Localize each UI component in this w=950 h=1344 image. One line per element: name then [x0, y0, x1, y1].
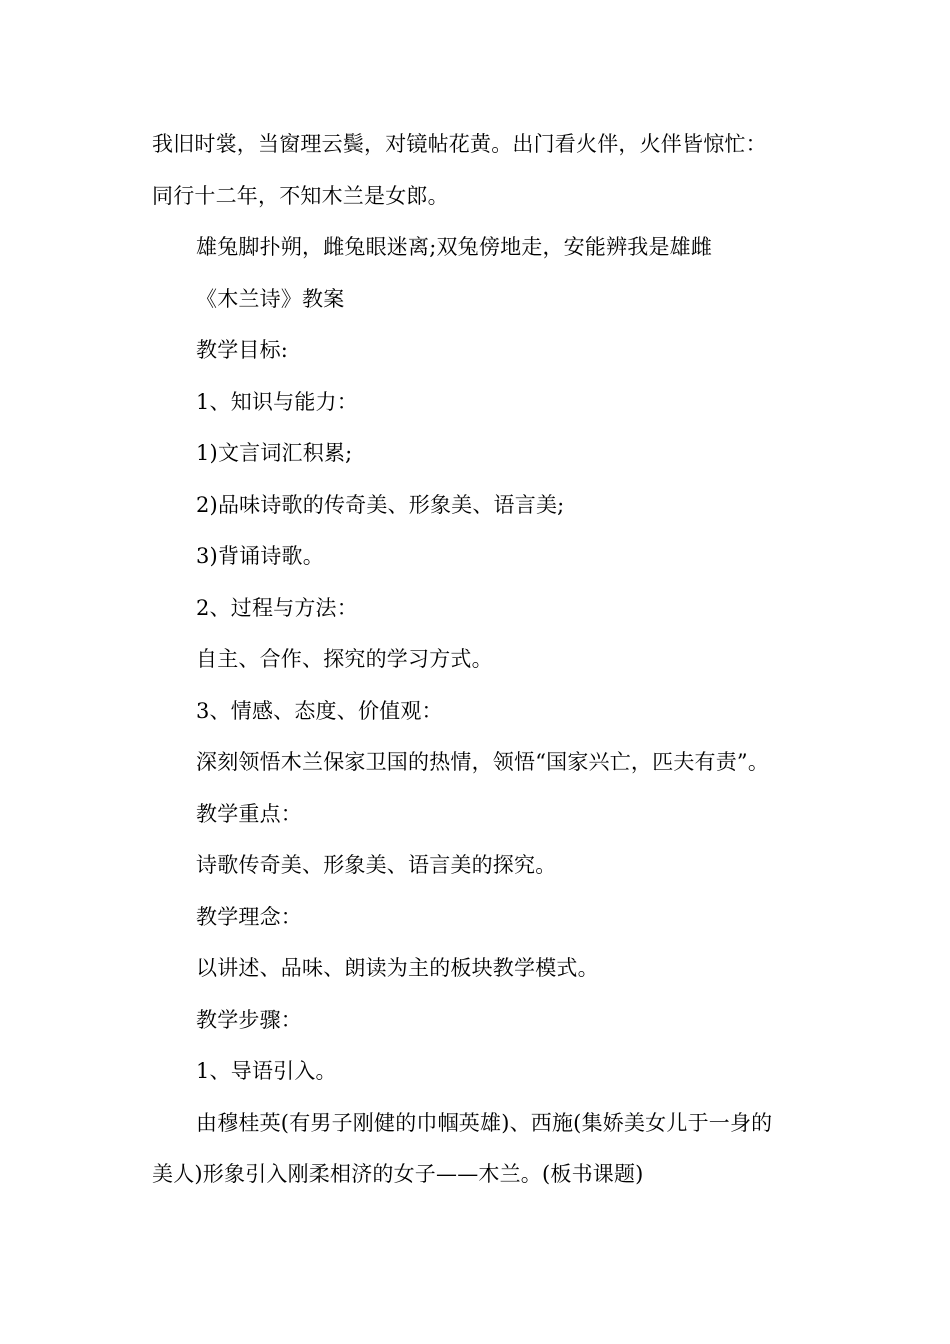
teaching-steps-heading: 教学步骤：	[196, 1007, 302, 1032]
introduction-text-line-1: 由穆桂英(有男子刚健的巾帼英雄)、西施(集娇美女儿于一身的	[196, 1110, 773, 1135]
poem-line-3: 雄兔脚扑朔，雌兔眼迷离;双兔傍地走，安能辨我是雄雌	[196, 235, 713, 259]
goal-item-recitation: 3)背诵诗歌。	[196, 544, 324, 568]
goal-item-appreciation: 2)品味诗歌的传奇美、形象美、语言美;	[196, 492, 565, 517]
lesson-plan-title: 《木兰诗》教案	[196, 286, 345, 311]
emotion-values-text: 深刻领悟木兰保家卫国的热情，领悟“国家兴亡，匹夫有责”。	[196, 750, 770, 774]
teaching-concept-heading: 教学理念：	[196, 904, 302, 929]
teaching-goals-heading: 教学目标:	[196, 338, 289, 362]
goal-item-vocabulary: 1)文言词汇积累;	[196, 441, 353, 465]
teaching-focus-heading: 教学重点：	[196, 801, 302, 826]
teaching-focus-text: 诗歌传奇美、形象美、语言美的探究。	[196, 853, 557, 877]
teaching-concept-text: 以讲述、品味、朗读为主的板块教学模式。	[196, 956, 599, 980]
goal-knowledge-ability: 1、知识与能力：	[196, 389, 358, 414]
poem-line-1: 我旧时裳，当窗理云鬓，对镜帖花黄。出门看火伴，火伴皆惊忙：	[152, 132, 767, 156]
process-method-text: 自主、合作、探究的学习方式。	[196, 647, 493, 671]
goal-emotion-values: 3、情感、态度、价值观：	[196, 698, 443, 723]
goal-process-method: 2、过程与方法：	[196, 595, 358, 620]
poem-line-2: 同行十二年，不知木兰是女郎。	[152, 183, 449, 208]
introduction-text-line-2: 美人)形象引入刚柔相济的女子——木兰。(板书课题)	[152, 1162, 644, 1186]
step-introduction: 1、导语引入。	[196, 1059, 337, 1083]
document-body	[152, 119, 802, 1201]
